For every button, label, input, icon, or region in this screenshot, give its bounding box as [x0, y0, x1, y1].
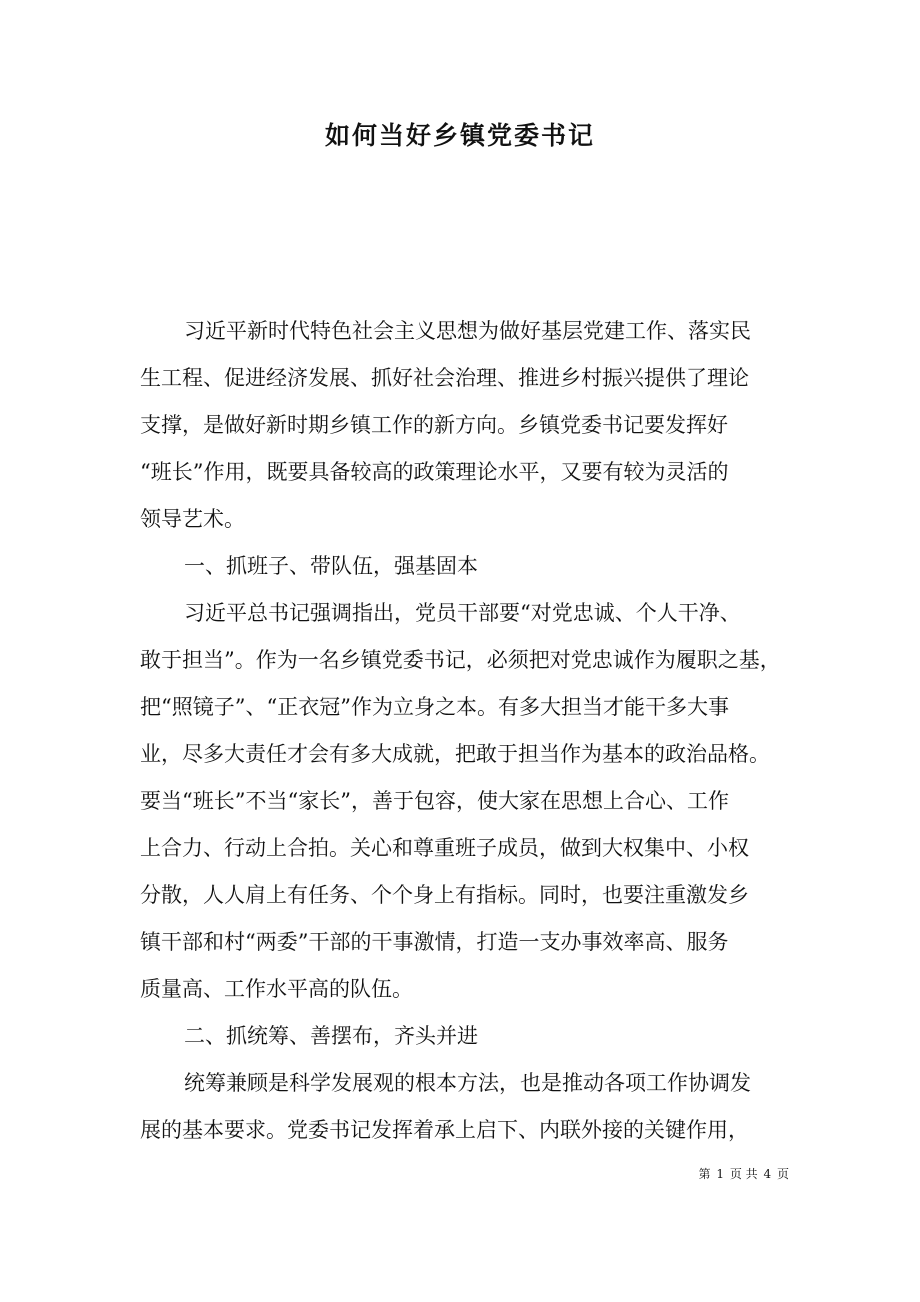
paragraph-line: 习近平总书记强调指出，党员干部要“对党忠诚、个人干净、: [184, 601, 741, 625]
document-title: 如何当好乡镇党委书记: [324, 121, 595, 150]
footer-prefix: 第: [698, 1167, 711, 1181]
paragraph-line: 要当“班长”不当“家长”，善于包容，使大家在思想上合心、工作: [140, 789, 729, 813]
paragraph-line: 支撑，是做好新时期乡镇工作的新方向。乡镇党委书记要发挥好: [140, 413, 728, 437]
section-heading: 二、抓统筹、善摆布，齐头并进: [184, 1024, 478, 1048]
paragraph-line: “班长”作用，既要具备较高的政策理论水平，又要有较为灵活的: [140, 460, 729, 484]
paragraph-line: 习近平新时代特色社会主义思想为做好基层党建工作、落实民: [184, 319, 751, 343]
paragraph-line: 上合力、行动上合拍。关心和尊重班子成员，做到大权集中、小权: [140, 836, 749, 860]
footer-page-number: 1: [716, 1167, 725, 1181]
footer-page-total: 4: [763, 1167, 772, 1181]
paragraph-line: 生工程、促进经济发展、抓好社会治理、推进乡村振兴提供了理论: [140, 366, 749, 390]
document-body: [140, 308, 782, 1154]
paragraph-line: 镇干部和村“两委”干部的干事激情，打造一支办事效率高、服务: [140, 930, 729, 954]
paragraph-line: 统筹兼顾是科学发展观的根本方法，也是推动各项工作协调发: [184, 1071, 751, 1095]
paragraph-line: 敢于担当”。作为一名乡镇党委书记，必须把对党忠诚作为履职之基，: [140, 648, 781, 672]
paragraph-line: 业，尽多大责任才会有多大成就，把敢于担当作为基本的政治品格。: [140, 742, 770, 766]
paragraph-line: 质量高、工作水平高的队伍。: [140, 977, 413, 1001]
paragraph-line: 分散，人人肩上有任务、个个身上有指标。同时，也要注重激发乡: [140, 883, 749, 907]
paragraph-line: 把“照镜子”、“正衣冠”作为立身之本。有多大担当才能干多大事: [140, 695, 729, 719]
footer-middle: 页 共: [729, 1167, 758, 1181]
footer-suffix: 页: [776, 1167, 789, 1181]
page-footer: [660, 1165, 790, 1182]
paragraph-line: 展的基本要求。党委书记发挥着承上启下、内联外接的关键作用，: [140, 1118, 749, 1142]
section-heading: 一、抓班子、带队伍，强基固本: [184, 554, 478, 578]
paragraph-line: 领导艺术。: [140, 507, 245, 531]
